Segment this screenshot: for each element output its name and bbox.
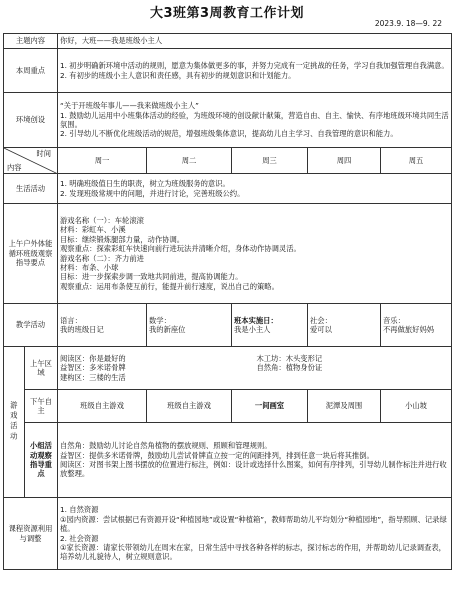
morning-areas [58, 347, 452, 390]
games-afternoon-row [4, 390, 452, 423]
weekly-focus-content: 1. 初步明确新环境中活动的规则，愿意为集体做更多的事，并努力完成有一定挑战的任务，学习自我加强管理自我满意。 2. 有初步的班级小主人意识和责任感，具有初步的规划意识和计划能力。 [58, 49, 452, 93]
teaching-friday [381, 304, 452, 347]
teaching-title: 我的新座位 [149, 325, 186, 334]
theme-content: 你好，大班——我是班级小主人 [58, 34, 452, 49]
group-observation-label: 小组活动观察指导重点 [25, 423, 58, 498]
afternoon-wednesday: 一间画室 [232, 390, 308, 423]
area-item: 建构区：三楼的生活 [60, 372, 126, 382]
resources-row [4, 498, 452, 570]
teaching-subject: 社会： [310, 315, 332, 325]
teaching-title: 爱可以 [310, 325, 332, 334]
date-range: 2023.9. 18—9. 22 [374, 19, 442, 28]
day-monday: 周一 [58, 148, 147, 174]
area-item: 自然角：植物身份证 [256, 363, 323, 373]
games-key-row [4, 423, 452, 498]
teaching-subject: 班本实施日： [234, 315, 278, 325]
life-content: 1. 明确班级值日生的职责，树立为班级服务的意识。 2. 发现班级常规中的问题，并进行讨论，完善班级公约。 [58, 174, 452, 204]
schedule-header-row [4, 148, 452, 174]
afternoon-friday: 小山坡 [381, 390, 452, 423]
environment-label: 环境创设 [4, 93, 58, 148]
teaching-title: 不再做旅好妈妈 [383, 325, 435, 334]
afternoon-monday: 班级自主游戏 [58, 390, 147, 423]
content-label: 内容 [7, 162, 22, 172]
afternoon-label: 下午自主 [25, 390, 58, 423]
theme-row [4, 34, 452, 49]
afternoon-thursday: 泥潭及周围 [308, 390, 381, 423]
teaching-tuesday [147, 304, 232, 347]
life-label: 生活活动 [4, 174, 58, 204]
theme-label: 主题内容 [4, 34, 58, 49]
time-content-diagonal-cell [4, 148, 58, 174]
teaching-title: 我的班级日记 [60, 325, 104, 334]
teaching-thursday [308, 304, 381, 347]
weekly-focus-row [4, 49, 452, 93]
teaching-title: 我是小主人 [234, 325, 271, 334]
outdoor-label: 上午户外体能循环班级观察指导要点 [4, 204, 58, 304]
group-observation-content: 自然角：鼓励幼儿讨论自然角植物的摆放规则、照顾和管理规则。 益智区：提供多米诺骨牌，鼓励幼儿尝试骨牌直立按一定的间距排列，排到任意一块后将其推倒。 阅读区：对图书架上图书摆放的位置进行标注，例如：设计或选择什么图案，如何有序排列，引导幼儿制作标注并进行收放整理。 [58, 423, 452, 498]
weekly-focus-label: 本周重点 [4, 49, 58, 93]
resources-content: 1. 自然资源 ①园内资源：尝试根据已有资源开设“种植园地”或设置“种植箱”，教师帮助幼儿平均划分“种植园地”，指导照顾、记录绿植。 2. 社会资源 ①家长资源：请家长带领幼儿在周末在家，日常生活中寻找各种各样的标志，探讨标志的作用，并帮助幼儿记录调查表，培养幼儿礼貌待人，树立规则意识。 [58, 498, 452, 570]
outdoor-content: 游戏名称（一）：车轮滚滚 材料：彩虹车、小溪 目标：继续锻炼腿部力量，动作协调。 观察重点：探索彩虹车快速向前行进玩法并清晰介绍，身体动作协调灵活。 游戏名称（二）：齐力前进 材料：布条、小球 目标：进一步探索步调一致地共同前进，提高协调能力。 观察重点：运用布条使互前行，能提升前行速度，说出自己的策略。 [58, 204, 452, 304]
outdoor-row [4, 204, 452, 304]
day-wednesday: 周三 [232, 148, 308, 174]
area-item: 阅读区：你是最好的 [60, 353, 126, 363]
area-item [257, 373, 450, 382]
morning-area-label: 上午区域 [25, 347, 58, 390]
time-label: 时间 [36, 149, 51, 158]
environment-row [4, 93, 452, 148]
page-title: 大3班第3周教育工作计划 [149, 6, 305, 21]
teaching-wednesday [232, 304, 308, 347]
plan-table [3, 33, 452, 570]
teaching-label: 教学活动 [4, 304, 58, 347]
day-thursday: 周四 [308, 148, 381, 174]
teaching-subject: 音乐： [383, 315, 405, 325]
afternoon-tuesday: 班级自主游戏 [147, 390, 232, 423]
area-item: 木工坊：木头变形记 [256, 353, 323, 363]
teaching-subject: 数学： [149, 315, 171, 325]
teaching-monday [58, 304, 147, 347]
resources-label: 课程资源利用与调整 [4, 498, 58, 570]
games-morning-row [4, 347, 452, 390]
day-friday: 周五 [381, 148, 452, 174]
day-tuesday: 周二 [147, 148, 232, 174]
area-item: 益智区：多米诺骨牌 [60, 363, 126, 373]
games-label: 游戏活动 [4, 347, 25, 498]
teaching-row [4, 304, 452, 347]
life-row [4, 174, 452, 204]
teaching-subject: 语言： [60, 315, 82, 325]
environment-content: “关于开班级年事儿——我来做班级小主人” 1. 鼓励幼儿运用中小班集体活动的经验，为班级环境的创设献计献策，营造自由、自主、愉快、有序地班级环境共同生活氛围。 2. 引导幼儿不断优化班级活动的规范，增强班级集体意识，提高幼儿自主学习、自我管理的意识和能力。 [58, 93, 452, 148]
